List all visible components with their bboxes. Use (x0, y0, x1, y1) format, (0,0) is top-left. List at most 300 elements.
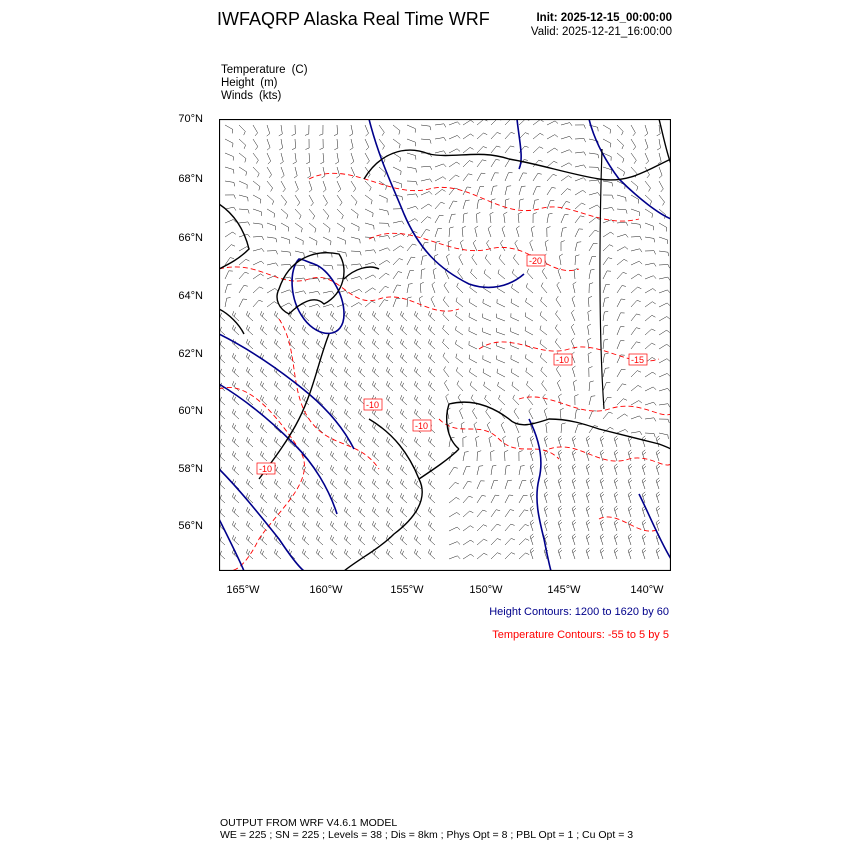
wind-barb (428, 507, 435, 517)
wind-barb (309, 304, 320, 307)
wind-barb (561, 123, 572, 126)
wind-barb (540, 311, 547, 321)
wind-barb (246, 353, 253, 363)
wind-barb (477, 186, 484, 195)
wind-barb (428, 451, 435, 461)
wind-barb (232, 465, 239, 475)
wind-barb (414, 367, 421, 377)
wind-barb (323, 209, 329, 219)
wind-barb (572, 534, 576, 545)
wind-barb (504, 212, 508, 223)
wind-barb (386, 549, 393, 559)
wind-barb (260, 325, 267, 335)
wind-barb (572, 464, 576, 475)
wind-barb (645, 167, 650, 178)
wind-barb (323, 223, 330, 232)
wind-barb (555, 339, 561, 350)
wind-barb (443, 339, 449, 349)
lon-label-150: 150°W (469, 584, 503, 596)
wind-barb (659, 277, 670, 280)
wind-barb (645, 402, 656, 405)
wind-barb (246, 437, 253, 447)
wind-barb (575, 139, 586, 143)
wind-barb (600, 520, 604, 531)
wind-barb (617, 429, 628, 433)
wind-barb (631, 287, 641, 293)
wind-barb (659, 237, 668, 244)
wind-barb (316, 535, 323, 545)
wind-barb (351, 153, 354, 164)
wind-barb (351, 251, 361, 255)
wind-barb (547, 148, 558, 153)
wind-barb (260, 437, 267, 447)
wind-barb (491, 495, 499, 503)
wind-barb (463, 161, 473, 167)
wind-barb (600, 548, 604, 559)
wind-barb (386, 353, 393, 363)
wind-barb (421, 217, 431, 223)
wind-barb (525, 354, 533, 363)
wind-barb (527, 381, 534, 391)
wind-barb (260, 549, 267, 559)
wind-barb (477, 160, 486, 167)
wind-barb (491, 510, 500, 517)
wind-barb (544, 436, 548, 447)
wind-barb (491, 173, 499, 181)
wind-barb (559, 254, 562, 265)
wind-barb (267, 153, 271, 164)
wind-barb (400, 339, 407, 349)
wind-barb (267, 139, 270, 150)
wind-barb (519, 553, 529, 559)
wind-barb (617, 327, 624, 335)
wind-barb (232, 507, 239, 517)
wind-barb (322, 167, 325, 178)
wind-barb (505, 132, 515, 139)
wind-barb (365, 181, 371, 191)
wind-barb (572, 520, 576, 531)
wind-barb (544, 464, 548, 475)
wind-barb (600, 478, 604, 489)
wind-barb (505, 173, 513, 181)
wind-barb (386, 423, 393, 433)
wind-barb (603, 298, 609, 307)
wind-barb (515, 240, 519, 251)
wind-barb (351, 181, 356, 192)
wind-barb (514, 408, 519, 419)
wind-barb (541, 297, 548, 307)
wind-barb (631, 209, 640, 216)
lat-label-58: 58°N (178, 463, 203, 475)
wind-barb (497, 314, 505, 321)
wind-barb (528, 395, 534, 406)
wind-barb (603, 195, 613, 199)
wind-barb (600, 534, 604, 545)
wind-barb (505, 524, 515, 531)
wind-barb (561, 228, 567, 238)
wind-barb (246, 521, 253, 531)
wind-barb (344, 493, 351, 503)
wind-barb (575, 229, 583, 237)
wind-barb (281, 251, 291, 256)
wind-barb (260, 381, 267, 391)
wind-barb (457, 381, 463, 391)
wind-barb (511, 369, 519, 378)
wind-barb (456, 298, 463, 308)
wind-barb (295, 237, 303, 245)
wind-barb (656, 464, 660, 475)
wind-barb (393, 246, 404, 251)
field-winds-unit: (kts) (258, 90, 282, 102)
wind-barb (253, 167, 259, 177)
wind-barb (657, 139, 660, 150)
wind-barb (631, 274, 642, 279)
wind-barb (344, 395, 351, 405)
wind-barb (400, 479, 407, 489)
wind-barb (365, 195, 372, 204)
wind-barb (519, 186, 526, 195)
wind-barb (365, 262, 376, 265)
wind-barb (617, 125, 623, 135)
wind-barb (530, 534, 534, 545)
wind-barb (505, 495, 513, 503)
wind-barb (555, 325, 561, 335)
wind-barb (225, 125, 233, 133)
wind-barb (575, 125, 586, 129)
wind-barb (232, 353, 239, 363)
wind-barb (274, 479, 281, 489)
wind-barb (421, 192, 432, 196)
wind-barb (407, 244, 416, 251)
wind-barb (533, 213, 537, 223)
wind-barb (246, 409, 253, 419)
wind-barb (505, 465, 510, 475)
wind-barb (351, 264, 362, 268)
wind-barb (358, 311, 365, 321)
wind-barb (603, 339, 608, 349)
wind-barb (225, 284, 232, 293)
wind-barb (449, 175, 459, 181)
wind-barb (379, 181, 387, 190)
wind-barb (586, 436, 590, 447)
wind-barb (260, 479, 267, 489)
wind-barb (393, 167, 401, 175)
wind-barb (281, 303, 292, 307)
wind-barb (267, 263, 278, 266)
wind-barb (547, 174, 557, 181)
wind-barb (400, 381, 407, 391)
wind-barb (561, 241, 565, 251)
wind-barb (295, 195, 300, 206)
wind-barb (246, 367, 253, 377)
wind-barb (344, 381, 351, 391)
wind-barb (530, 478, 534, 489)
wind-barb (281, 264, 292, 268)
model-info-line1: OUTPUT FROM WRF V4.6.1 MODEL (220, 817, 398, 829)
wind-barb (253, 249, 264, 252)
wind-barb (547, 201, 554, 209)
wind-barb (386, 395, 393, 405)
wind-barb (491, 524, 501, 531)
wind-barb (449, 149, 460, 153)
wind-barb (456, 367, 463, 377)
wind-barb (309, 181, 312, 192)
wind-barb (246, 339, 253, 349)
wind-barb (372, 493, 379, 503)
wind-barb (628, 492, 632, 503)
wind-barb (393, 181, 402, 188)
wind-barb (575, 395, 579, 406)
wind-barb (253, 153, 258, 164)
wind-barb (260, 493, 267, 503)
wind-barb (503, 436, 506, 447)
wind-barb (589, 243, 598, 251)
wind-barb (614, 506, 618, 517)
wind-barb (421, 269, 425, 279)
wind-barb (533, 187, 541, 195)
wind-barb (305, 139, 309, 150)
wind-barb (386, 465, 393, 475)
wind-barb (483, 314, 491, 321)
wind-barb (461, 422, 464, 433)
wind-barb (558, 534, 562, 545)
wind-barb (572, 548, 576, 559)
wind-barb (365, 288, 376, 293)
wind-barb (477, 133, 487, 139)
wind-barb (586, 520, 590, 531)
wind-barb (540, 353, 547, 363)
wind-barb (617, 195, 626, 202)
wind-barb (491, 553, 501, 559)
wind-barb (645, 343, 655, 349)
wind-barb (281, 167, 284, 178)
wind-barb (603, 284, 610, 293)
wind-barb (260, 507, 267, 517)
wind-barb (253, 125, 258, 136)
wind-barb (557, 380, 561, 391)
wind-barb (642, 450, 646, 461)
wind-barb (414, 381, 421, 391)
wind-barb (393, 125, 400, 135)
wind-barb (400, 395, 407, 405)
wind-barb (645, 289, 656, 294)
wind-barb (614, 450, 618, 461)
wind-barb (628, 478, 632, 489)
wind-barb (519, 199, 524, 209)
wind-barb (558, 492, 562, 503)
valid-time: Valid: 2025-12-21_16:00:00 (530, 26, 672, 38)
wind-barb (433, 268, 436, 279)
wind-barb (435, 202, 445, 209)
wind-barb (253, 236, 264, 240)
wind-barb (400, 437, 407, 447)
wind-barb (588, 324, 591, 335)
wind-barb (659, 388, 670, 391)
wind-barb (225, 298, 231, 308)
wind-barb (544, 506, 548, 517)
wind-barb (239, 181, 247, 189)
wind-barb (281, 195, 287, 206)
wind-barb (274, 311, 281, 321)
wind-barb (288, 451, 295, 461)
wind-barb (350, 139, 353, 150)
wind-barb (358, 367, 365, 377)
wind-barb (519, 539, 529, 545)
wind-barb (659, 317, 670, 322)
wind-barb (358, 507, 365, 517)
wind-barb (274, 521, 281, 531)
wind-barb (659, 419, 669, 423)
wind-barb (253, 274, 264, 279)
wind-barb (458, 394, 463, 405)
wind-barb (435, 138, 446, 141)
wind-barb (334, 125, 338, 136)
wind-barb (344, 339, 351, 349)
wind-barb (379, 260, 390, 265)
wind-barb (407, 284, 413, 294)
wind-barb (659, 195, 665, 206)
wind-barb (239, 209, 249, 214)
wind-barb (614, 478, 618, 489)
wind-barb (365, 275, 376, 279)
wind-barb (267, 209, 275, 218)
wind-barb (232, 325, 239, 335)
wind-barb (421, 179, 432, 182)
wind-barb (295, 209, 301, 219)
wind-barb (449, 188, 458, 195)
wind-barb (407, 125, 415, 133)
wind-barb (645, 433, 655, 437)
wind-barb (588, 310, 592, 321)
wind-barb (617, 139, 624, 149)
wind-barb (497, 299, 505, 307)
wind-barb (519, 510, 528, 517)
wind-barb (260, 395, 267, 405)
wind-barb (519, 173, 527, 181)
wind-barb (393, 272, 402, 279)
wind-barb (239, 125, 245, 135)
temp-label-1: -20 (529, 256, 543, 266)
wind-barb (267, 288, 278, 293)
wind-barb (505, 159, 514, 167)
wind-barb (267, 167, 272, 178)
wind-barb (232, 535, 239, 545)
wind-barb (393, 259, 403, 266)
wind-barb (294, 167, 297, 178)
wind-barb (323, 304, 334, 307)
wind-barb (456, 340, 464, 349)
wind-barb (351, 237, 360, 243)
wind-barb (246, 311, 253, 321)
wind-barb (428, 395, 435, 405)
wind-barb (603, 207, 614, 210)
wind-barb (631, 249, 642, 252)
wind-barb (525, 313, 533, 322)
wind-barb (279, 139, 282, 150)
wind-barb (302, 353, 309, 363)
wind-barb (513, 255, 519, 266)
wind-barb (645, 418, 656, 422)
wind-barb (589, 230, 599, 237)
wind-barb (365, 153, 369, 164)
wind-barb (344, 465, 351, 475)
wind-barb (631, 314, 640, 321)
wind-barb-field (219, 119, 670, 559)
wind-barb (463, 540, 474, 545)
wind-barb (379, 139, 385, 150)
wind-barb (246, 535, 253, 545)
wind-barb (561, 136, 572, 139)
wind-barb (393, 139, 400, 148)
wind-barb (617, 222, 628, 226)
wind-barb (476, 436, 480, 447)
wind-barb (541, 283, 547, 293)
wind-barb (435, 124, 446, 128)
wind-barb (558, 436, 562, 447)
wind-barb (448, 240, 452, 251)
wind-barb (407, 297, 412, 307)
wind-barb (589, 283, 593, 293)
wind-barb (393, 153, 401, 162)
wind-barb (505, 450, 509, 461)
wind-barb (645, 276, 656, 279)
wind-barb (561, 163, 572, 167)
plot-title: IWFAQRP Alaska Real Time WRF (217, 9, 490, 29)
wind-barb (519, 481, 526, 489)
wind-barb (372, 451, 379, 461)
wind-barb (656, 520, 660, 531)
wind-barb (477, 173, 485, 181)
wind-barb (589, 411, 597, 419)
wind-barb (379, 236, 390, 239)
wind-barb (519, 133, 529, 139)
wind-barb (470, 368, 478, 377)
wind-barb (344, 367, 351, 377)
wind-barb (414, 437, 421, 447)
wind-barb (365, 250, 376, 254)
wind-barb (400, 423, 407, 433)
wind-barb (512, 284, 519, 293)
wind-barb (260, 367, 267, 377)
wind-barb (302, 521, 309, 531)
wind-barb (414, 325, 421, 335)
wind-barb (511, 313, 519, 321)
wind-barb (603, 325, 608, 335)
wind-barb (631, 139, 636, 150)
wind-barb (477, 147, 487, 154)
wind-barb (463, 134, 474, 139)
wind-barb (513, 395, 519, 405)
wind-barb (344, 311, 351, 321)
wind-barb (344, 549, 351, 559)
wind-barb (575, 409, 580, 419)
wind-barb (497, 369, 505, 377)
wind-barb (414, 339, 421, 349)
wind-barb (449, 201, 457, 209)
wind-barb (386, 479, 393, 489)
wind-barb (414, 535, 421, 545)
wind-barb (288, 507, 295, 517)
wind-barb (358, 423, 365, 433)
wind-barb (246, 381, 253, 391)
wind-barb (603, 353, 608, 363)
wind-barb (309, 291, 320, 294)
wind-barb (428, 339, 435, 349)
wind-barb (491, 146, 500, 153)
wind-barb (232, 493, 239, 503)
wind-barb (463, 467, 470, 475)
wind-barb (463, 213, 468, 223)
